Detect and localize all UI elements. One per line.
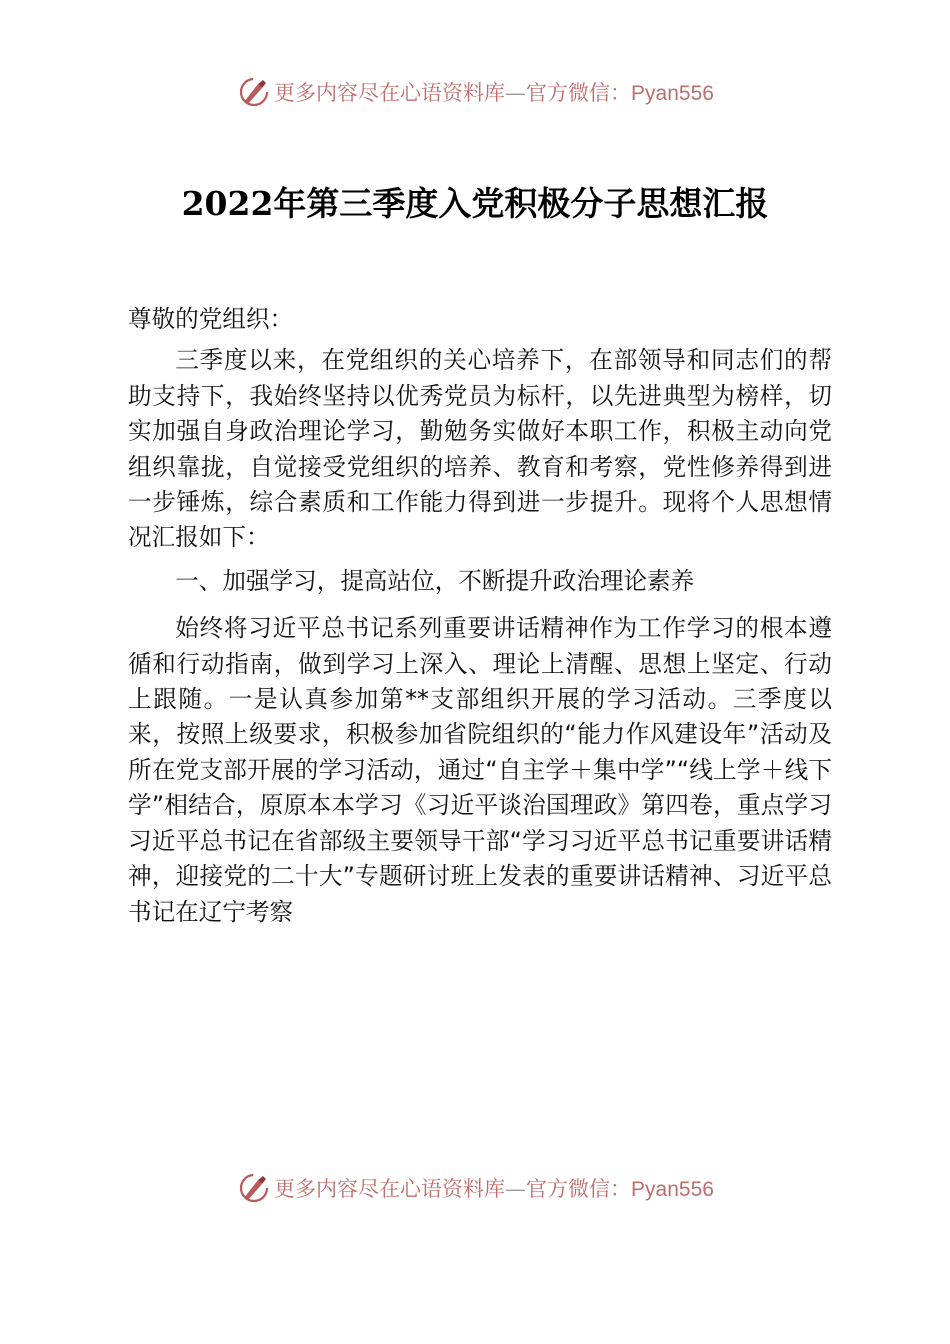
watermark-text-line — [274, 1173, 714, 1203]
watermark-separator: — — [505, 1177, 527, 1201]
watermark-library-text: 更多内容尽在心语资料库 — [274, 81, 506, 105]
watermark-text-line — [274, 77, 714, 107]
pen-nib-logo-icon — [236, 1170, 272, 1206]
salutation: 尊敬的党组织： — [128, 305, 294, 333]
watermark-library-text: 更多内容尽在心语资料库 — [274, 1177, 506, 1201]
watermark-contact-label: 官方微信： — [526, 81, 632, 105]
watermark-contact-id: Pyan556 — [631, 1178, 714, 1201]
watermark-header — [0, 72, 950, 112]
section-paragraph: 始终将习近平总书记系列重要讲话精神作为工作学习的根本遵循和行动指南，做到学习上深入、理论上清醒、思想上坚定、行动上跟随。一是认真参加第**支部组织开展的学习活动。三季度以来，按照上级要求，积极参加省院组织的“能力作风建设年”活动及所在党支部开展的学习活动，通过“自主学＋集中学”“线上学＋线下学”相结合，原原本本学习《习近平谈治国理政》第四卷，重点学习习近平总书记在省部级主要领导干部“学习习近平总书记重要讲话精神，迎接党的二十大”专题研讨班上发表的重要讲话精神、习近平总书记在辽宁考察 — [128, 614, 832, 926]
document-title: 2022年第三季度入党积极分子思想汇报 — [181, 184, 769, 223]
intro-paragraph: 三季度以来，在党组织的关心培养下，在部领导和同志们的帮助支持下，我始终坚持以优秀党员为标杆，以先进典型为榜样，切实加强自身政治理论学习，勤勉务实做好本职工作，积极主动向党组织靠拢，自觉接受党组织的培养、教育和考察，党性修养得到进一步锤炼，综合素质和工作能力得到进一步提升。现将个人思想情况汇报如下： — [128, 346, 832, 552]
pen-nib-logo-icon — [236, 74, 272, 110]
section-heading: 一、加强学习，提高站位，不断提升政治理论素养 — [175, 566, 695, 595]
watermark-contact-label: 官方微信： — [526, 1177, 632, 1201]
watermark-contact-id: Pyan556 — [631, 82, 714, 105]
watermark-separator: — — [505, 81, 527, 105]
document-body — [128, 302, 832, 930]
watermark-footer — [0, 1168, 950, 1208]
